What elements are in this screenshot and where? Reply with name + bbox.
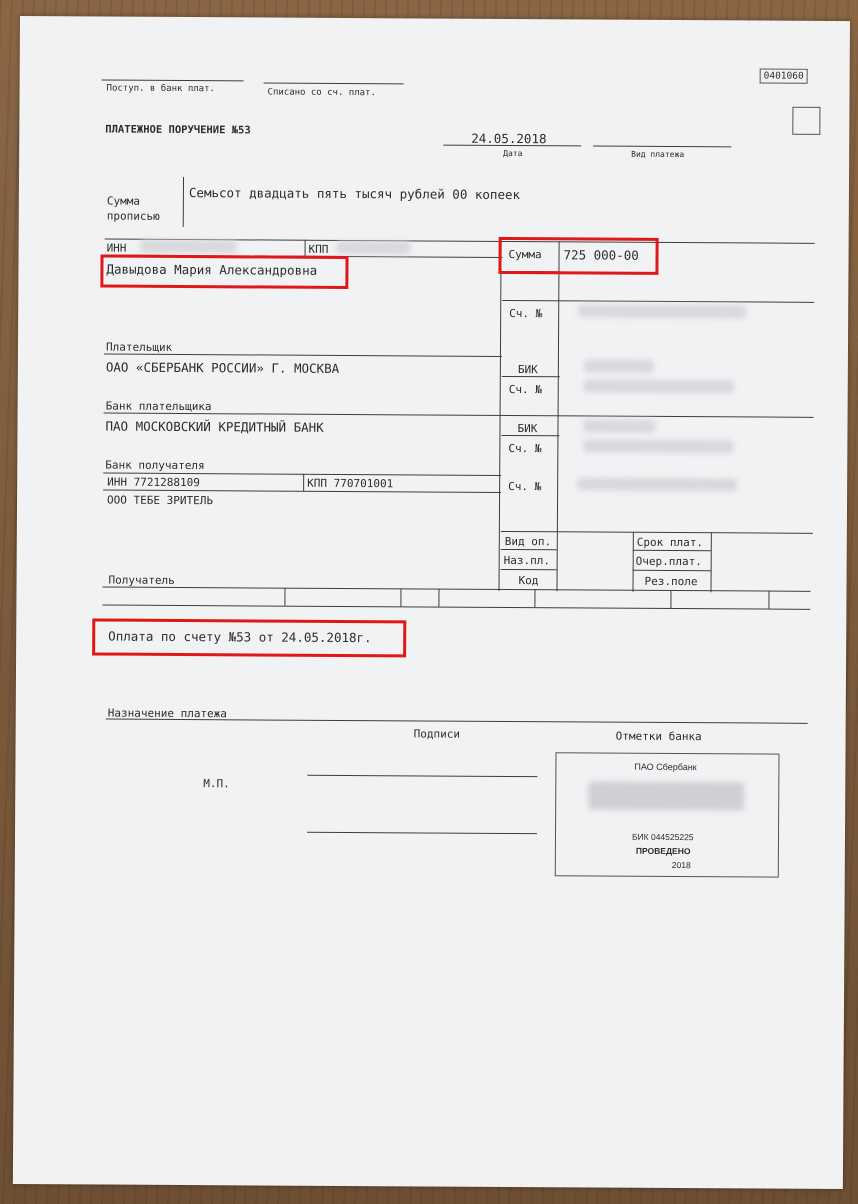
redacted-payer-account: [578, 304, 746, 318]
payment-type-label: Вид платежа: [631, 149, 685, 160]
date-line: [443, 145, 581, 147]
payment-purpose-text: Оплата по счету №53 от 24.05.2018г.: [108, 628, 372, 646]
grid-line: [103, 490, 501, 493]
grid-line: [632, 532, 633, 592]
payer-bank-label: Банк плательщика: [105, 399, 212, 414]
recipient-account-label: Сч. №: [508, 479, 542, 494]
redacted-payer-bank-bik: [584, 359, 654, 372]
redacted-stamp-details: [588, 781, 744, 810]
grid-line: [284, 588, 285, 606]
stamp-bank-name: ПАО Сбербанк: [634, 761, 697, 773]
grid-line: [534, 589, 535, 607]
recipient-bank-label: Банк получателя: [105, 458, 205, 473]
grid-line: [305, 240, 306, 257]
redacted-recipient-bank-bik: [583, 419, 655, 432]
amount-words-label-line1: Сумма: [106, 194, 141, 208]
received-line: [102, 79, 244, 81]
payment-order-sheet: [13, 16, 850, 1189]
grid-line: [501, 569, 557, 570]
payment-purpose-label: Назначение платежа: [107, 706, 227, 721]
redacted-payer-bank-account: [584, 379, 734, 393]
grid-line: [557, 531, 813, 534]
amount-value: 725 000-00: [563, 247, 639, 263]
grid-line: [103, 587, 811, 592]
stamp-year: 2018: [671, 859, 691, 871]
payer-name: Давыдова Мария Александровна: [106, 261, 318, 278]
redacted-recipient-account: [577, 477, 737, 491]
recipient-label: Получатель: [108, 573, 175, 587]
payer-kpp-label: КПП: [308, 242, 329, 256]
page-title: ПЛАТЕЖНОЕ ПОРУЧЕНИЕ №53: [105, 123, 251, 137]
payer-bank-bik-label: БИК: [517, 363, 538, 377]
payer-account-label: Сч. №: [509, 306, 543, 321]
redacted-payer-kpp: [337, 241, 411, 254]
date-value: 24.05.2018: [471, 130, 547, 147]
signature-line-2: [307, 832, 537, 834]
grid-line: [501, 435, 559, 436]
grid-line: [438, 589, 439, 607]
redacted-payer-inn: [141, 240, 237, 254]
recipient-name: ООО ТЕБЕ ЗРИТЕЛЬ: [107, 493, 214, 508]
stamp-place-label: М.П.: [203, 777, 230, 791]
op-type-label: Вид оп.: [504, 534, 552, 549]
grid-line: [501, 549, 557, 550]
received-label: Поступ. в банк плат.: [106, 83, 215, 95]
due-date-label: Срок плат.: [636, 535, 704, 550]
payer-label: Плательщик: [105, 340, 173, 354]
priority-label: Очер.плат.: [635, 554, 702, 569]
grid-line: [710, 532, 711, 592]
amount-label: Сумма: [508, 247, 542, 262]
grid-line: [670, 590, 671, 608]
recipient-inn: ИНН 7721288109: [107, 475, 200, 490]
grid-line: [400, 588, 401, 606]
payer-bank-name: ОАО «СБЕРБАНК РОССИИ» Г. МОСКВА: [105, 359, 340, 376]
recipient-kpp: КПП 770701001: [307, 476, 394, 491]
payer-bank-account-label: Сч. №: [508, 382, 542, 397]
recipient-bank-account-label: Сч. №: [508, 441, 542, 456]
purpose-code-label: Наз.пл.: [503, 553, 551, 568]
grid-line: [303, 474, 304, 492]
grid-line: [502, 376, 560, 377]
debited-line: [264, 82, 404, 84]
purpose-line: [106, 719, 808, 724]
highlight-amount: [498, 237, 658, 275]
grid-line: [102, 605, 810, 610]
grid-line: [633, 570, 711, 571]
bank-marks-label: Отметки банка: [615, 729, 702, 744]
grid-line: [768, 591, 769, 609]
code-label: Код: [518, 574, 539, 588]
grid-line: [633, 550, 711, 551]
amount-words-label-line2: прописью: [106, 209, 160, 223]
stamp-bik: БИК 044525225: [631, 831, 694, 843]
stamp-status: ПРОВЕДЕНО: [635, 845, 691, 857]
grid-line: [104, 413, 814, 418]
amount-words-value: Семьсот двадцать пять тысяч рублей 00 копеек: [188, 185, 521, 203]
debited-label: Списано со сч. плат.: [267, 87, 376, 99]
form-corner-box: [792, 107, 820, 135]
amount-words-divider: [183, 177, 184, 227]
redacted-recipient-bank-account: [583, 439, 733, 453]
signature-line-1: [307, 775, 537, 777]
payment-type-line: [593, 146, 731, 148]
grid-line: [502, 300, 814, 303]
signatures-label: Подписи: [413, 727, 461, 741]
bank-stamp: [555, 752, 780, 877]
reserve-label: Рез.поле: [644, 574, 698, 589]
recipient-bank-bik-label: БИК: [517, 422, 538, 436]
highlight-payer-name: [100, 254, 348, 289]
grid-line: [501, 531, 557, 532]
highlight-payment-purpose: [92, 618, 406, 657]
payer-inn-label: ИНН: [106, 241, 127, 255]
amount-words-label: [107, 194, 160, 224]
date-label: Дата: [503, 148, 523, 159]
form-code: 0401060: [760, 69, 808, 84]
recipient-bank-name: ПАО МОСКОВСКИЙ КРЕДИТНЫЙ БАНК: [105, 418, 324, 435]
grid-line: [104, 354, 502, 357]
